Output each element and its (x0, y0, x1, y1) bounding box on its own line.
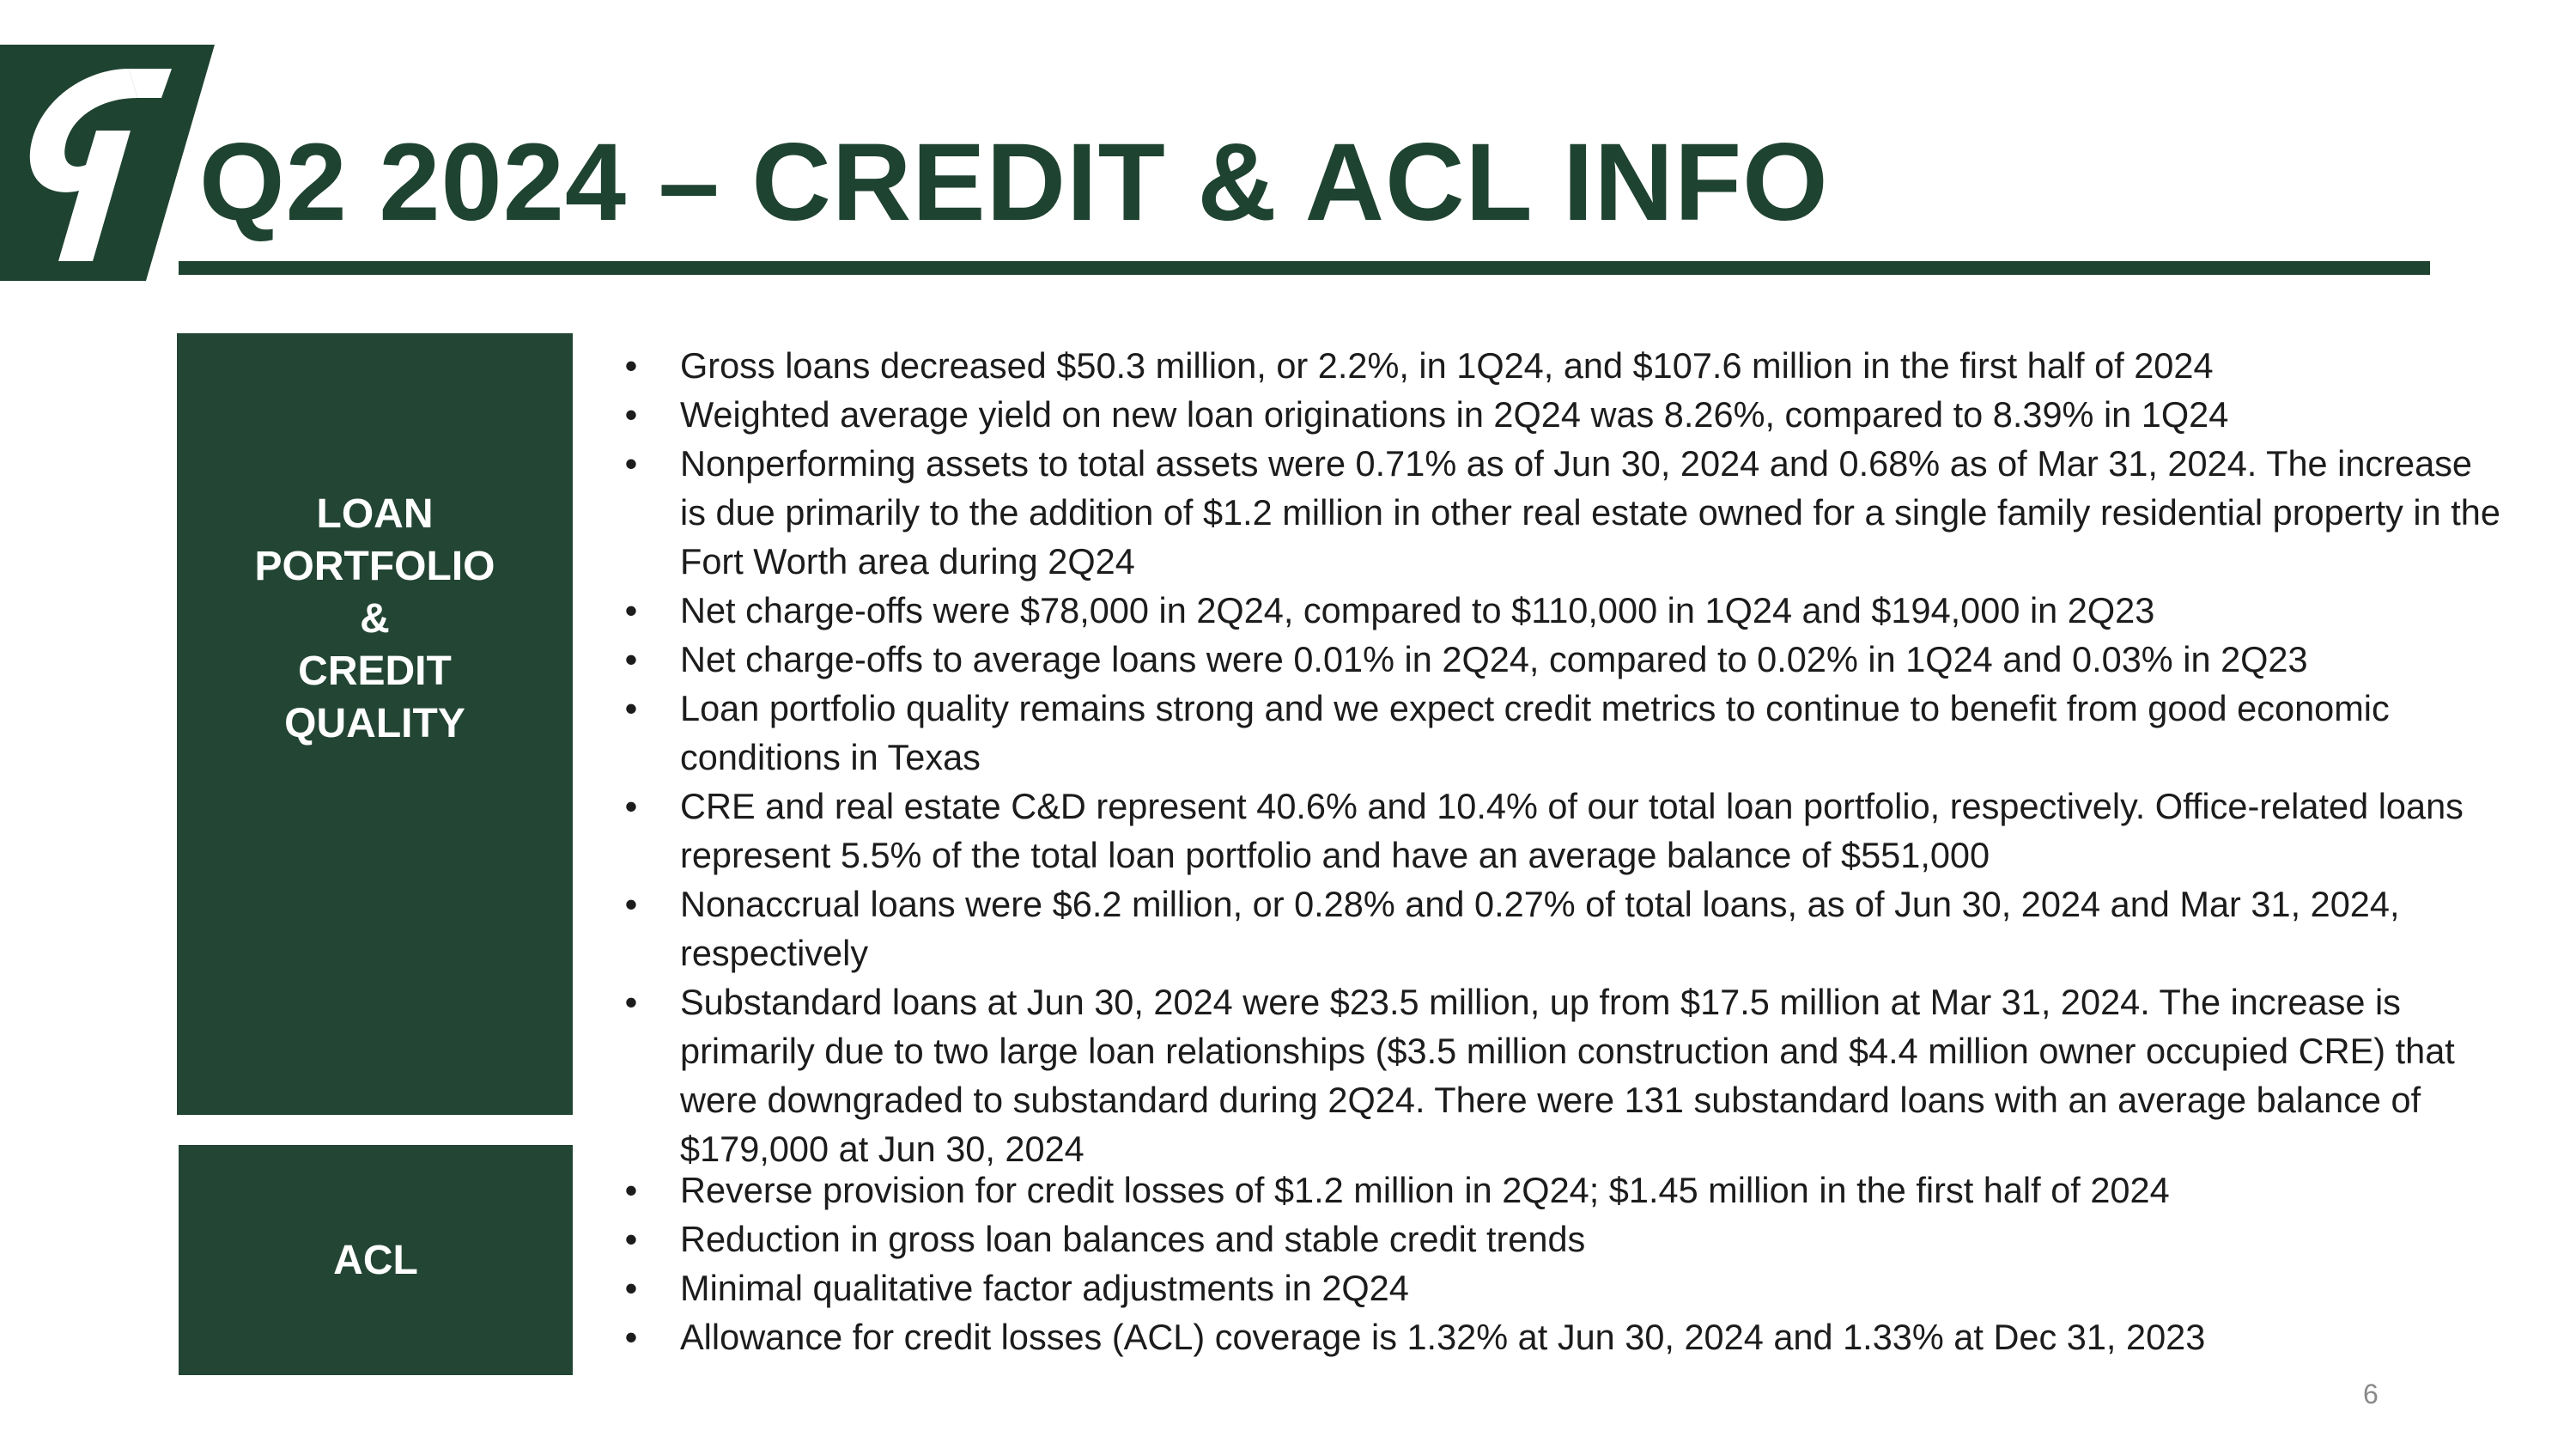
bullet-item (618, 880, 2507, 977)
acl-section-label (179, 1145, 573, 1375)
bullet-item (618, 439, 2507, 586)
bullet-icon: • (624, 1317, 638, 1357)
bullet-icon: • (624, 590, 638, 630)
section-label-line: LOAN (316, 491, 434, 537)
bullet-item (618, 586, 2507, 635)
bullet-item (618, 390, 2507, 439)
bullet-text: Substandard loans at Jun 30, 2024 were $23.5 million, up from $17.5 million at Mar 31, 2024. The increase is primarily due to two large loan relationships ($3.5 million construction and $4.4 million owner occupied CRE) that were downgraded to substandard during 2Q24. There were 131 substandard loans with an average balance of $179,000 at Jun 30, 2024 (680, 982, 2455, 1169)
bullet-icon: • (624, 345, 638, 386)
bullet-text: Gross loans decreased $50.3 million, or 2.2%, in 1Q24, and $107.6 million in the first half of 2024 (680, 345, 2214, 386)
section-label-line: ACL (333, 1237, 418, 1283)
bullet-item (618, 635, 2507, 684)
title-underline (179, 261, 2430, 275)
bullet-item (618, 1215, 2507, 1263)
bullet-text: Reduction in gross loan balances and stable credit trends (680, 1219, 1586, 1259)
bullet-text: Net charge-offs to average loans were 0.01% in 2Q24, compared to 0.02% in 1Q24 and 0.03% in 2Q23 (680, 639, 2308, 679)
section-label-line: PORTFOLIO (254, 544, 495, 589)
bullet-icon: • (624, 982, 638, 1022)
bullet-item (618, 341, 2507, 390)
bullet-text: Loan portfolio quality remains strong and we expect credit metrics to continue to benefit from good economic conditions in Texas (680, 688, 2390, 777)
bullet-item (618, 1166, 2507, 1215)
bullet-icon: • (624, 1170, 638, 1210)
bullet-icon: • (624, 394, 638, 435)
bullet-text: Weighted average yield on new loan originations in 2Q24 was 8.26%, compared to 8.39% in 1Q24 (680, 394, 2229, 435)
bullet-text: Net charge-offs were $78,000 in 2Q24, compared to $110,000 in 1Q24 and $194,000 in 2Q23 (680, 590, 2155, 630)
bullet-text: Nonaccrual loans were $6.2 million, or 0.28% and 0.27% of total loans, as of Jun 30, 2024 and Mar 31, 2024, respectively (680, 884, 2400, 973)
bullet-text: Nonperforming assets to total assets were 0.71% as of Jun 30, 2024 and 0.68% as of Mar 31, 2024. The increase is due primarily to the addition of $1.2 million in other real estate owned for a single family residential property in the Fort Worth area during 2Q24 (680, 443, 2500, 581)
page-title: Q2 2024 – CREDIT & ACL INFO (199, 121, 1829, 244)
bullet-item (618, 1312, 2507, 1361)
bullet-icon: • (624, 688, 638, 728)
bullet-icon: • (624, 1219, 638, 1259)
bullet-item (618, 977, 2507, 1173)
bullet-item (618, 1263, 2507, 1312)
section-label-line: QUALITY (284, 701, 465, 746)
section-label-line: CREDIT (298, 648, 452, 694)
loan-portfolio-section-label (177, 333, 573, 1115)
bullet-icon: • (624, 639, 638, 679)
bullet-icon: • (624, 884, 638, 924)
bullet-item (618, 684, 2507, 782)
bullet-text: Minimal qualitative factor adjustments in 2Q24 (680, 1268, 1409, 1308)
company-logo-icon (0, 45, 215, 281)
bullet-text: Allowance for credit losses (ACL) coverage is 1.32% at Jun 30, 2024 and 1.33% at Dec 31, 2023 (680, 1317, 2206, 1357)
bullet-text: Reverse provision for credit losses of $1.2 million in 2Q24; $1.45 million in the first half of 2024 (680, 1170, 2170, 1210)
page-number: 6 (2363, 1379, 2379, 1409)
bullet-icon: • (624, 443, 638, 484)
bullet-item (618, 782, 2507, 880)
bullet-icon: • (624, 1268, 638, 1308)
bullet-text: CRE and real estate C&D represent 40.6% and 10.4% of our total loan portfolio, respectively. Office-related loans represent 5.5% of the total loan portfolio and have an average balance of $551,000 (680, 786, 2464, 875)
bullet-icon: • (624, 786, 638, 826)
loan-portfolio-bullet-list (618, 341, 2507, 1173)
acl-bullet-list (618, 1166, 2507, 1361)
section-label-line: & (360, 596, 390, 642)
